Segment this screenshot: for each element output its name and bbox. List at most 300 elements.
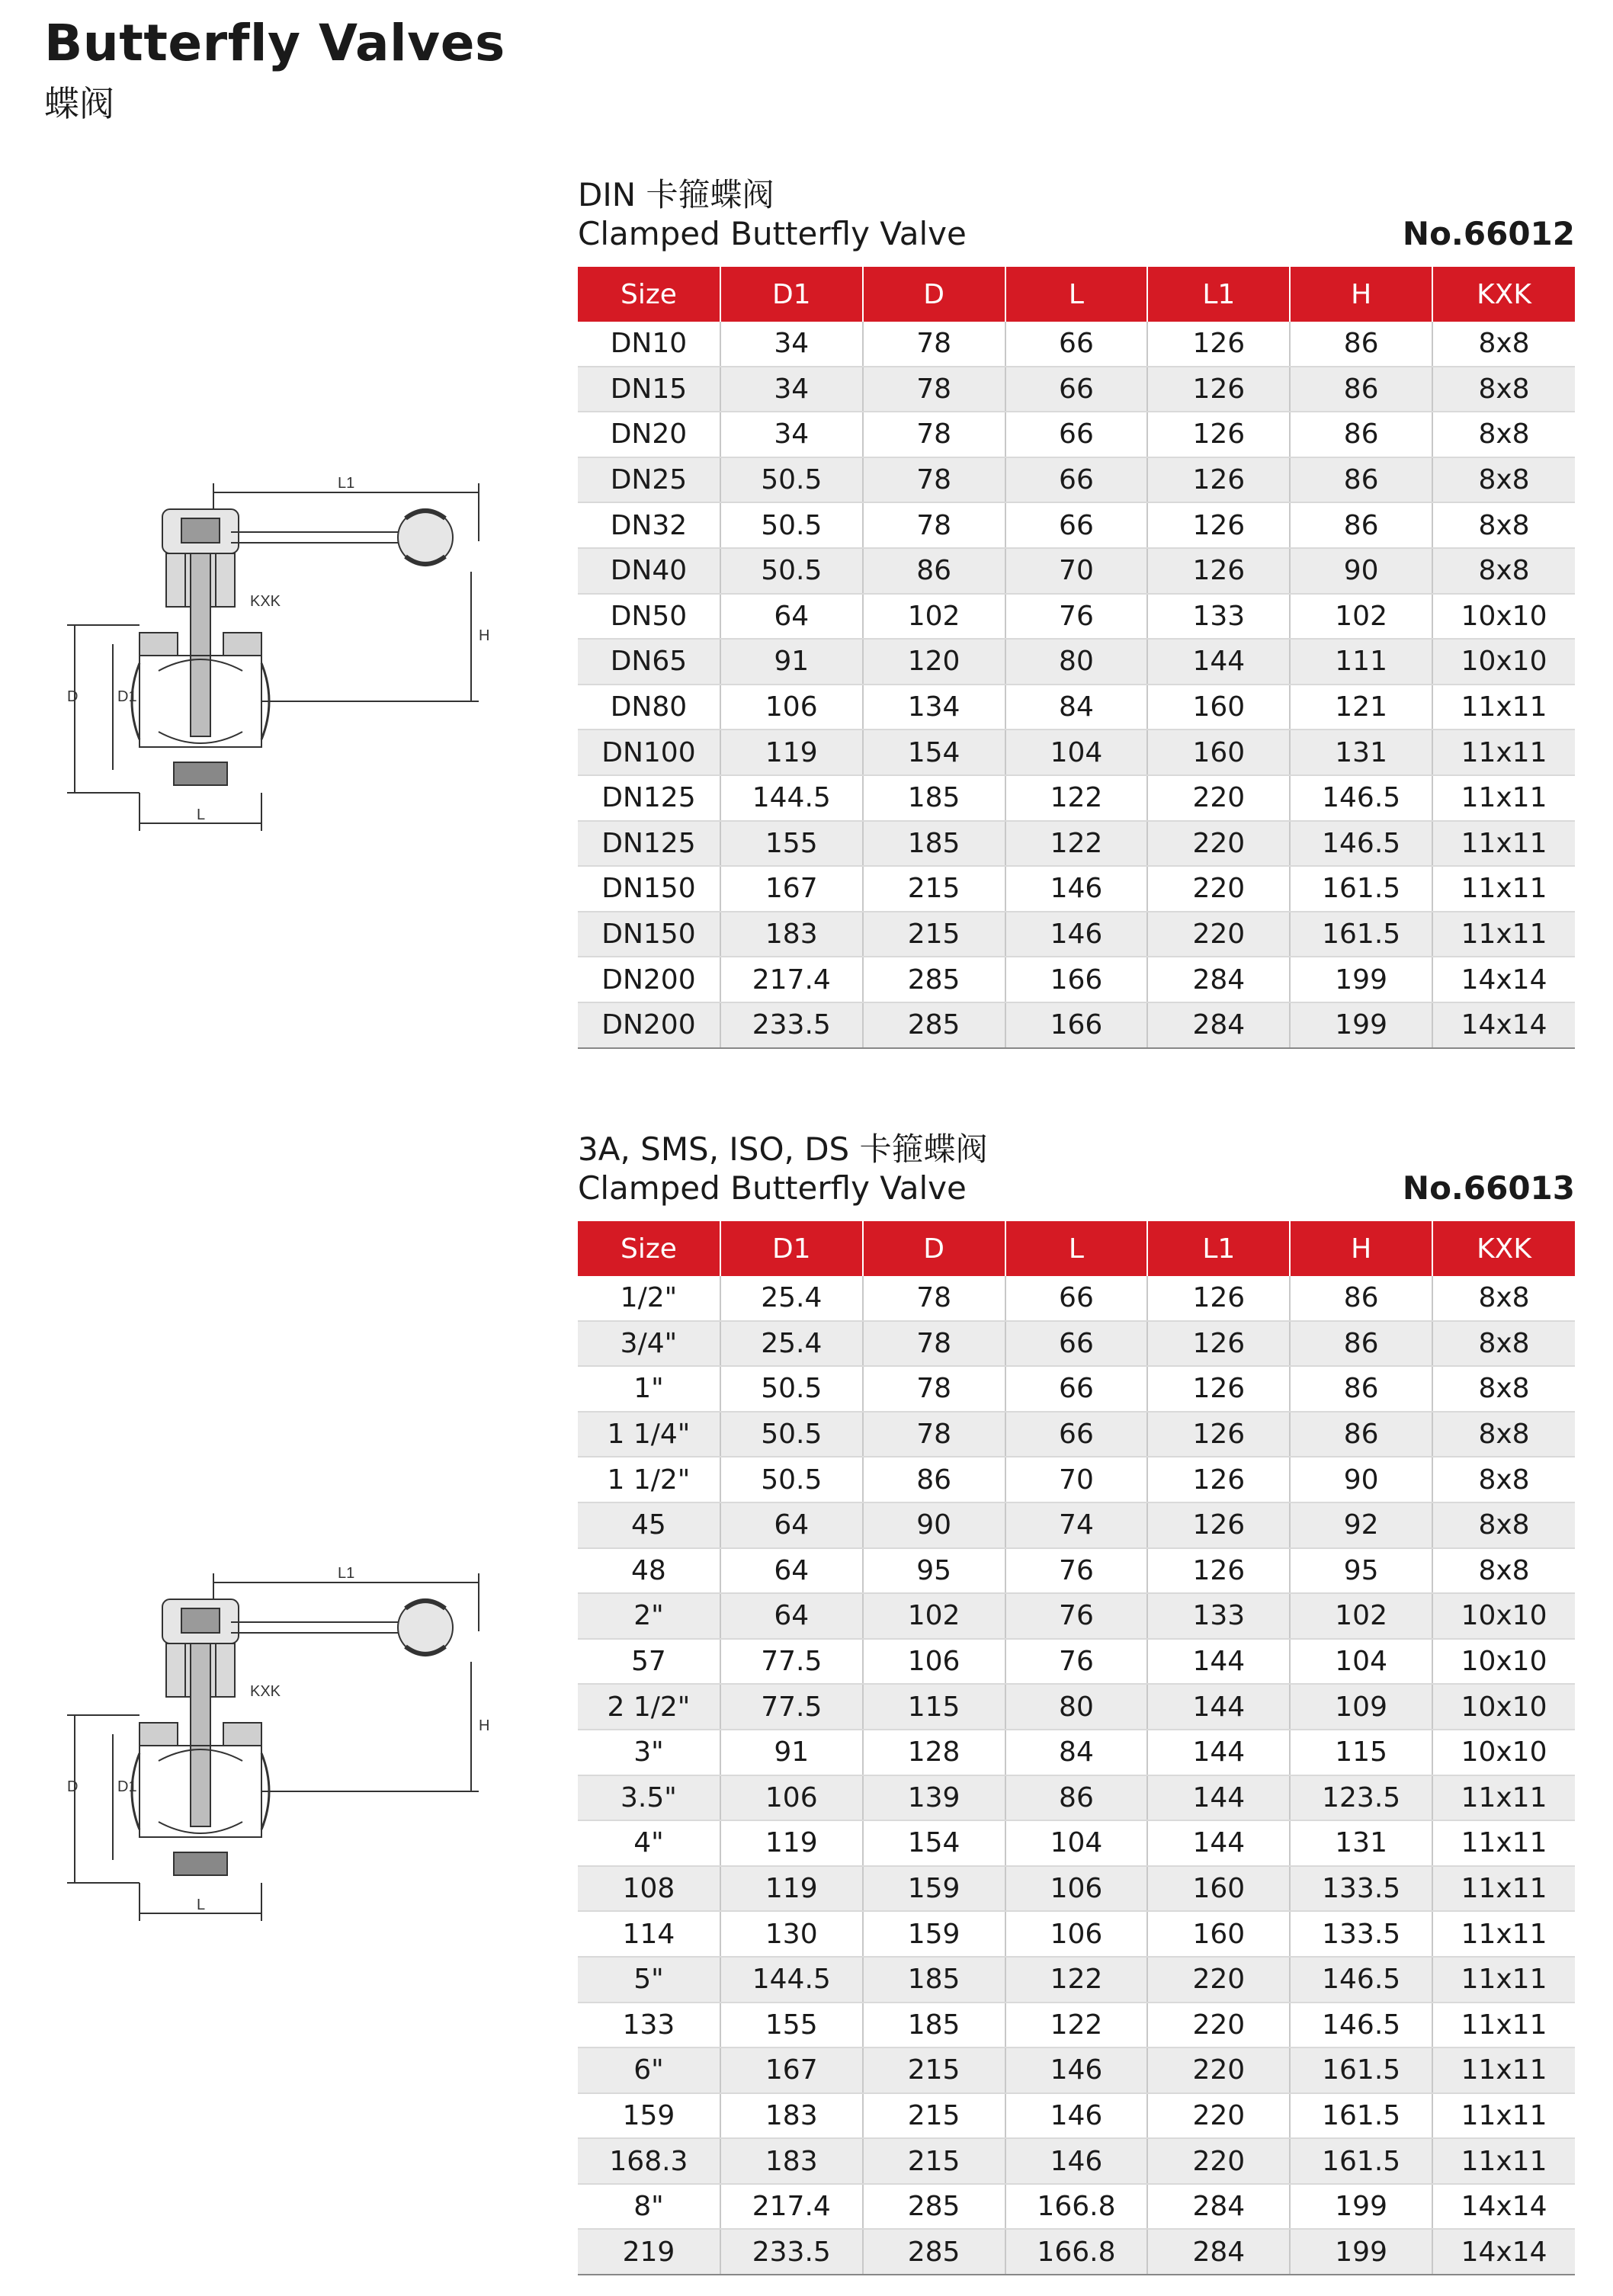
table-cell: DN20 bbox=[578, 412, 720, 457]
table-cell: 11x11 bbox=[1432, 2047, 1575, 2093]
table-cell: DN80 bbox=[578, 685, 720, 730]
table-cell: 76 bbox=[1005, 594, 1148, 640]
table-cell: 161.5 bbox=[1290, 2047, 1432, 2093]
table-cell: 10x10 bbox=[1432, 1639, 1575, 1685]
table-cell: 108 bbox=[578, 1866, 720, 1912]
table-cell: 104 bbox=[1005, 1820, 1148, 1866]
table-cell: 11x11 bbox=[1432, 2093, 1575, 2139]
table-row bbox=[578, 1502, 1575, 1548]
table-cell: 90 bbox=[1290, 548, 1432, 594]
table-cell: 66 bbox=[1005, 1412, 1148, 1457]
table-cell: 167 bbox=[720, 866, 863, 912]
table-cell: 160 bbox=[1147, 1866, 1290, 1912]
table-cell: 154 bbox=[863, 1820, 1005, 1866]
table-cell: 285 bbox=[863, 1002, 1005, 1048]
table-cell: 48 bbox=[578, 1548, 720, 1594]
table-cell: 130 bbox=[720, 1911, 863, 1957]
table-cell: 91 bbox=[720, 1730, 863, 1775]
table-cell: 50.5 bbox=[720, 457, 863, 503]
table-cell: 8x8 bbox=[1432, 1502, 1575, 1548]
table-cell: 84 bbox=[1005, 685, 1148, 730]
table-cell: DN65 bbox=[578, 639, 720, 685]
column-header: KXK bbox=[1432, 1221, 1575, 1276]
table-cell: 166 bbox=[1005, 957, 1148, 1002]
table-cell: 11x11 bbox=[1432, 866, 1575, 912]
table-cell: DN32 bbox=[578, 502, 720, 548]
table-cell: 10x10 bbox=[1432, 1684, 1575, 1730]
table-row bbox=[578, 2184, 1575, 2230]
table-cell: 114 bbox=[578, 1911, 720, 1957]
table-cell: 8x8 bbox=[1432, 1412, 1575, 1457]
table-cell: 284 bbox=[1147, 957, 1290, 1002]
table-cell: 4" bbox=[578, 1820, 720, 1866]
table-cell: 126 bbox=[1147, 1321, 1290, 1367]
dim-label-l: L bbox=[197, 806, 206, 823]
table-cell: 284 bbox=[1147, 1002, 1290, 1048]
table-cell: 50.5 bbox=[720, 1412, 863, 1457]
table-row bbox=[578, 2138, 1575, 2184]
table-row bbox=[578, 1957, 1575, 2003]
table-cell: 183 bbox=[720, 912, 863, 957]
table-row bbox=[578, 730, 1575, 775]
table-row bbox=[578, 821, 1575, 867]
table-cell: 78 bbox=[863, 502, 1005, 548]
table-cell: 1" bbox=[578, 1366, 720, 1412]
table-cell: 78 bbox=[863, 1412, 1005, 1457]
table-cell: 126 bbox=[1147, 1366, 1290, 1412]
table-cell: 11x11 bbox=[1432, 775, 1575, 821]
table-cell: 183 bbox=[720, 2138, 863, 2184]
table-cell: DN200 bbox=[578, 1002, 720, 1048]
column-header: H bbox=[1290, 1221, 1432, 1276]
table-cell: 160 bbox=[1147, 685, 1290, 730]
table-cell: 1/2" bbox=[578, 1276, 720, 1321]
table-cell: 120 bbox=[863, 639, 1005, 685]
table-cell: 66 bbox=[1005, 1366, 1148, 1412]
table-cell: 220 bbox=[1147, 2093, 1290, 2139]
table-cell: 8x8 bbox=[1432, 1276, 1575, 1321]
table-cell: 199 bbox=[1290, 1002, 1432, 1048]
column-header: Size bbox=[578, 1221, 720, 1276]
table-cell: 215 bbox=[863, 2047, 1005, 2093]
table-cell: 66 bbox=[1005, 1321, 1148, 1367]
table-cell: 161.5 bbox=[1290, 2093, 1432, 2139]
table-cell: 86 bbox=[1290, 1366, 1432, 1412]
table-cell: 122 bbox=[1005, 2003, 1148, 2048]
table-cell: DN50 bbox=[578, 594, 720, 640]
table-cell: 11x11 bbox=[1432, 821, 1575, 867]
table-cell: 86 bbox=[1290, 457, 1432, 503]
table-cell: 119 bbox=[720, 730, 863, 775]
table-cell: 126 bbox=[1147, 1412, 1290, 1457]
table-cell: 133 bbox=[578, 2003, 720, 2048]
table-cell: 146.5 bbox=[1290, 2003, 1432, 2048]
table-cell: 11x11 bbox=[1432, 1866, 1575, 1912]
table-cell: 131 bbox=[1290, 730, 1432, 775]
table-cell: 8x8 bbox=[1432, 367, 1575, 412]
table-cell: 70 bbox=[1005, 548, 1148, 594]
table-cell: 159 bbox=[863, 1911, 1005, 1957]
table-cell: 285 bbox=[863, 2229, 1005, 2275]
table-cell: 25.4 bbox=[720, 1276, 863, 1321]
table-cell: DN25 bbox=[578, 457, 720, 503]
table-cell: 11x11 bbox=[1432, 2138, 1575, 2184]
table-cell: 106 bbox=[720, 685, 863, 730]
table-cell: 76 bbox=[1005, 1548, 1148, 1594]
table-cell: DN40 bbox=[578, 548, 720, 594]
table-row bbox=[578, 322, 1575, 367]
table-cell: 219 bbox=[578, 2229, 720, 2275]
table-cell: 8x8 bbox=[1432, 1457, 1575, 1502]
table-cell: 95 bbox=[1290, 1548, 1432, 1594]
table-cell: 86 bbox=[1290, 412, 1432, 457]
page-title: Butterfly Valves bbox=[44, 14, 505, 72]
table-row bbox=[578, 866, 1575, 912]
table-cell: 133.5 bbox=[1290, 1866, 1432, 1912]
table-cell: 166 bbox=[1005, 1002, 1148, 1048]
valve-drawing-din bbox=[67, 473, 494, 839]
table-cell: 220 bbox=[1147, 2138, 1290, 2184]
table-row bbox=[578, 1593, 1575, 1639]
table-cell: 2 1/2" bbox=[578, 1684, 720, 1730]
table-cell: 8" bbox=[578, 2184, 720, 2230]
table-row bbox=[578, 412, 1575, 457]
table-cell: DN150 bbox=[578, 866, 720, 912]
table-cell: 133 bbox=[1147, 594, 1290, 640]
table-row bbox=[578, 1548, 1575, 1594]
table-cell: 25.4 bbox=[720, 1321, 863, 1367]
table-cell: 115 bbox=[1290, 1730, 1432, 1775]
table-cell: 144 bbox=[1147, 1820, 1290, 1866]
column-header: D1 bbox=[720, 267, 863, 322]
table-cell: 126 bbox=[1147, 322, 1290, 367]
table-cell: 106 bbox=[1005, 1911, 1148, 1957]
table-cell: 86 bbox=[1005, 1775, 1148, 1821]
table-cell: 80 bbox=[1005, 639, 1148, 685]
table-cell: 126 bbox=[1147, 502, 1290, 548]
table-cell: 106 bbox=[863, 1639, 1005, 1685]
table-row bbox=[578, 1457, 1575, 1502]
table-cell: 146.5 bbox=[1290, 1957, 1432, 2003]
table-cell: 284 bbox=[1147, 2184, 1290, 2230]
table-cell: 126 bbox=[1147, 1457, 1290, 1502]
table-cell: 86 bbox=[1290, 367, 1432, 412]
table-cell: 76 bbox=[1005, 1593, 1148, 1639]
table-cell: 66 bbox=[1005, 412, 1148, 457]
table-cell: 126 bbox=[1147, 412, 1290, 457]
table-row bbox=[578, 639, 1575, 685]
table-cell: 285 bbox=[863, 2184, 1005, 2230]
table-cell: 185 bbox=[863, 821, 1005, 867]
table-cell: 64 bbox=[720, 1548, 863, 1594]
table-cell: 66 bbox=[1005, 1276, 1148, 1321]
column-header: L1 bbox=[1147, 267, 1290, 322]
table-cell: 11x11 bbox=[1432, 1911, 1575, 1957]
table-cell: DN15 bbox=[578, 367, 720, 412]
table-cell: 11x11 bbox=[1432, 912, 1575, 957]
table-cell: 199 bbox=[1290, 2229, 1432, 2275]
table-cell: 57 bbox=[578, 1639, 720, 1685]
table-cell: DN125 bbox=[578, 821, 720, 867]
valve-drawing-icon bbox=[67, 473, 494, 839]
table-cell: 86 bbox=[1290, 502, 1432, 548]
table-cell: 220 bbox=[1147, 1957, 1290, 2003]
table-cell: 155 bbox=[720, 821, 863, 867]
table-cell: 102 bbox=[1290, 1593, 1432, 1639]
table-cell: 50.5 bbox=[720, 1366, 863, 1412]
table-cell: 220 bbox=[1147, 775, 1290, 821]
table-cell: 2" bbox=[578, 1593, 720, 1639]
valve-drawing-icon bbox=[67, 1563, 494, 1929]
table-cell: 161.5 bbox=[1290, 866, 1432, 912]
table-cell: 34 bbox=[720, 412, 863, 457]
table-row bbox=[578, 1639, 1575, 1685]
table-header-row bbox=[578, 267, 1575, 322]
table-cell: 146 bbox=[1005, 866, 1148, 912]
table-cell: 86 bbox=[1290, 1276, 1432, 1321]
table-cell: 11x11 bbox=[1432, 685, 1575, 730]
table-cell: 159 bbox=[863, 1866, 1005, 1912]
table-cell: 6" bbox=[578, 2047, 720, 2093]
section-title-cn: 3A, SMS, ISO, DS 卡箍蝶阀 bbox=[578, 1130, 988, 1168]
table-row bbox=[578, 1866, 1575, 1912]
dim-label-d1: D1 bbox=[117, 1778, 137, 1795]
table-row bbox=[578, 1911, 1575, 1957]
table-row bbox=[578, 1366, 1575, 1412]
table-cell: 215 bbox=[863, 866, 1005, 912]
table-cell: 86 bbox=[863, 1457, 1005, 1502]
table-row bbox=[578, 502, 1575, 548]
table-cell: 217.4 bbox=[720, 957, 863, 1002]
table-cell: 126 bbox=[1147, 1548, 1290, 1594]
column-header: L bbox=[1005, 1221, 1148, 1276]
table-cell: 74 bbox=[1005, 1502, 1148, 1548]
table-cell: 126 bbox=[1147, 457, 1290, 503]
table-row bbox=[578, 457, 1575, 503]
table-cell: 8x8 bbox=[1432, 1321, 1575, 1367]
table-cell: 1 1/2" bbox=[578, 1457, 720, 1502]
table-cell: 8x8 bbox=[1432, 457, 1575, 503]
table-cell: 66 bbox=[1005, 457, 1148, 503]
table-cell: 3" bbox=[578, 1730, 720, 1775]
section-title-en: Clamped Butterfly Valve bbox=[578, 215, 967, 252]
table-cell: 50.5 bbox=[720, 1457, 863, 1502]
table-cell: 70 bbox=[1005, 1457, 1148, 1502]
table-row bbox=[578, 2093, 1575, 2139]
table-cell: 8x8 bbox=[1432, 1548, 1575, 1594]
table-cell: 64 bbox=[720, 1502, 863, 1548]
table-cell: 8x8 bbox=[1432, 548, 1575, 594]
spec-table-din bbox=[578, 267, 1575, 1049]
column-header: L1 bbox=[1147, 1221, 1290, 1276]
table-row bbox=[578, 1684, 1575, 1730]
table-cell: 144.5 bbox=[720, 775, 863, 821]
table-cell: 90 bbox=[1290, 1457, 1432, 1502]
table-cell: 122 bbox=[1005, 775, 1148, 821]
product-number: No.66012 bbox=[1402, 215, 1575, 252]
product-number: No.66013 bbox=[1402, 1169, 1575, 1207]
table-row bbox=[578, 1276, 1575, 1321]
column-header: H bbox=[1290, 267, 1432, 322]
table-cell: 86 bbox=[1290, 1321, 1432, 1367]
table-row bbox=[578, 2047, 1575, 2093]
table-cell: 122 bbox=[1005, 821, 1148, 867]
table-cell: 160 bbox=[1147, 1911, 1290, 1957]
table-cell: 50.5 bbox=[720, 502, 863, 548]
table-cell: 34 bbox=[720, 322, 863, 367]
table-row bbox=[578, 1321, 1575, 1367]
table-cell: 50.5 bbox=[720, 548, 863, 594]
dim-label-kxk: KXK bbox=[250, 593, 281, 610]
table-cell: 95 bbox=[863, 1548, 1005, 1594]
dim-label-l1: L1 bbox=[338, 475, 355, 492]
table-row bbox=[578, 1820, 1575, 1866]
table-cell: 66 bbox=[1005, 367, 1148, 412]
table-cell: 92 bbox=[1290, 1502, 1432, 1548]
table-cell: 161.5 bbox=[1290, 912, 1432, 957]
table-cell: DN10 bbox=[578, 322, 720, 367]
table-cell: 64 bbox=[720, 1593, 863, 1639]
table-cell: 185 bbox=[863, 775, 1005, 821]
dim-label-d: D bbox=[67, 1778, 79, 1795]
table-cell: 146 bbox=[1005, 2093, 1148, 2139]
table-cell: 3/4" bbox=[578, 1321, 720, 1367]
table-cell: 154 bbox=[863, 730, 1005, 775]
table-row bbox=[578, 594, 1575, 640]
section-din bbox=[578, 175, 1575, 1049]
table-cell: 233.5 bbox=[720, 1002, 863, 1048]
table-cell: 146.5 bbox=[1290, 775, 1432, 821]
table-cell: 66 bbox=[1005, 322, 1148, 367]
table-cell: 64 bbox=[720, 594, 863, 640]
table-cell: 78 bbox=[863, 457, 1005, 503]
table-cell: 102 bbox=[1290, 594, 1432, 640]
table-cell: 102 bbox=[863, 1593, 1005, 1639]
table-cell: 126 bbox=[1147, 1502, 1290, 1548]
table-cell: 115 bbox=[863, 1684, 1005, 1730]
table-cell: 8x8 bbox=[1432, 412, 1575, 457]
table-cell: 126 bbox=[1147, 548, 1290, 594]
table-cell: 185 bbox=[863, 2003, 1005, 2048]
column-header: KXK bbox=[1432, 267, 1575, 322]
table-cell: 78 bbox=[863, 412, 1005, 457]
table-cell: 1 1/4" bbox=[578, 1412, 720, 1457]
table-cell: 34 bbox=[720, 367, 863, 412]
table-row bbox=[578, 2229, 1575, 2275]
table-cell: 215 bbox=[863, 2093, 1005, 2139]
table-cell: 144 bbox=[1147, 1775, 1290, 1821]
table-cell: 86 bbox=[1290, 322, 1432, 367]
table-cell: 11x11 bbox=[1432, 2003, 1575, 2048]
table-row bbox=[578, 957, 1575, 1002]
table-cell: 167 bbox=[720, 2047, 863, 2093]
table-cell: 10x10 bbox=[1432, 1730, 1575, 1775]
table-cell: 111 bbox=[1290, 639, 1432, 685]
table-cell: 220 bbox=[1147, 2047, 1290, 2093]
table-cell: 3.5" bbox=[578, 1775, 720, 1821]
table-cell: DN125 bbox=[578, 775, 720, 821]
table-cell: 45 bbox=[578, 1502, 720, 1548]
section-title-cn: DIN 卡箍蝶阀 bbox=[578, 176, 774, 213]
dim-label-d: D bbox=[67, 688, 79, 705]
table-cell: 11x11 bbox=[1432, 1775, 1575, 1821]
table-cell: 168.3 bbox=[578, 2138, 720, 2184]
table-cell: 217.4 bbox=[720, 2184, 863, 2230]
table-cell: 166.8 bbox=[1005, 2184, 1148, 2230]
table-cell: 215 bbox=[863, 912, 1005, 957]
table-cell: 134 bbox=[863, 685, 1005, 730]
table-row bbox=[578, 685, 1575, 730]
table-cell: 155 bbox=[720, 2003, 863, 2048]
table-row bbox=[578, 775, 1575, 821]
table-row bbox=[578, 2003, 1575, 2048]
table-cell: 144 bbox=[1147, 1730, 1290, 1775]
table-cell: 119 bbox=[720, 1866, 863, 1912]
table-cell: 109 bbox=[1290, 1684, 1432, 1730]
table-cell: 78 bbox=[863, 1321, 1005, 1367]
table-cell: 160 bbox=[1147, 730, 1290, 775]
table-cell: 131 bbox=[1290, 1820, 1432, 1866]
table-cell: 199 bbox=[1290, 2184, 1432, 2230]
table-cell: 185 bbox=[863, 1957, 1005, 2003]
column-header: Size bbox=[578, 267, 720, 322]
table-cell: 128 bbox=[863, 1730, 1005, 1775]
dim-label-kxk: KXK bbox=[250, 1683, 281, 1700]
table-cell: 78 bbox=[863, 367, 1005, 412]
table-cell: 284 bbox=[1147, 2229, 1290, 2275]
table-cell: 122 bbox=[1005, 1957, 1148, 2003]
table-cell: 11x11 bbox=[1432, 730, 1575, 775]
page-subtitle: 蝶阀 bbox=[44, 83, 114, 124]
table-cell: 8x8 bbox=[1432, 1366, 1575, 1412]
column-header: L bbox=[1005, 267, 1148, 322]
table-cell: 8x8 bbox=[1432, 502, 1575, 548]
table-cell: 90 bbox=[863, 1502, 1005, 1548]
table-cell: 86 bbox=[1290, 1412, 1432, 1457]
table-cell: 123.5 bbox=[1290, 1775, 1432, 1821]
table-cell: 144.5 bbox=[720, 1957, 863, 2003]
table-cell: 10x10 bbox=[1432, 594, 1575, 640]
table-cell: 161.5 bbox=[1290, 2138, 1432, 2184]
table-cell: 146 bbox=[1005, 2047, 1148, 2093]
dim-label-h: H bbox=[479, 1717, 490, 1734]
table-cell: 80 bbox=[1005, 1684, 1148, 1730]
table-cell: 104 bbox=[1290, 1639, 1432, 1685]
table-cell: 146 bbox=[1005, 2138, 1148, 2184]
table-cell: 166.8 bbox=[1005, 2229, 1148, 2275]
table-cell: 146 bbox=[1005, 912, 1148, 957]
table-cell: 126 bbox=[1147, 367, 1290, 412]
table-cell: 183 bbox=[720, 2093, 863, 2139]
table-cell: 11x11 bbox=[1432, 1820, 1575, 1866]
table-cell: DN100 bbox=[578, 730, 720, 775]
table-cell: 14x14 bbox=[1432, 2184, 1575, 2230]
table-cell: 133 bbox=[1147, 1593, 1290, 1639]
table-cell: 146.5 bbox=[1290, 821, 1432, 867]
table-cell: 119 bbox=[720, 1820, 863, 1866]
valve-drawing-sms bbox=[67, 1563, 494, 1929]
spec-table-sms bbox=[578, 1221, 1575, 2275]
table-row bbox=[578, 1730, 1575, 1775]
dim-label-d1: D1 bbox=[117, 688, 137, 705]
table-cell: 91 bbox=[720, 639, 863, 685]
table-cell: 76 bbox=[1005, 1639, 1148, 1685]
table-cell: 199 bbox=[1290, 957, 1432, 1002]
table-cell: 14x14 bbox=[1432, 1002, 1575, 1048]
table-cell: 220 bbox=[1147, 821, 1290, 867]
table-row bbox=[578, 1775, 1575, 1821]
table-cell: 102 bbox=[863, 594, 1005, 640]
